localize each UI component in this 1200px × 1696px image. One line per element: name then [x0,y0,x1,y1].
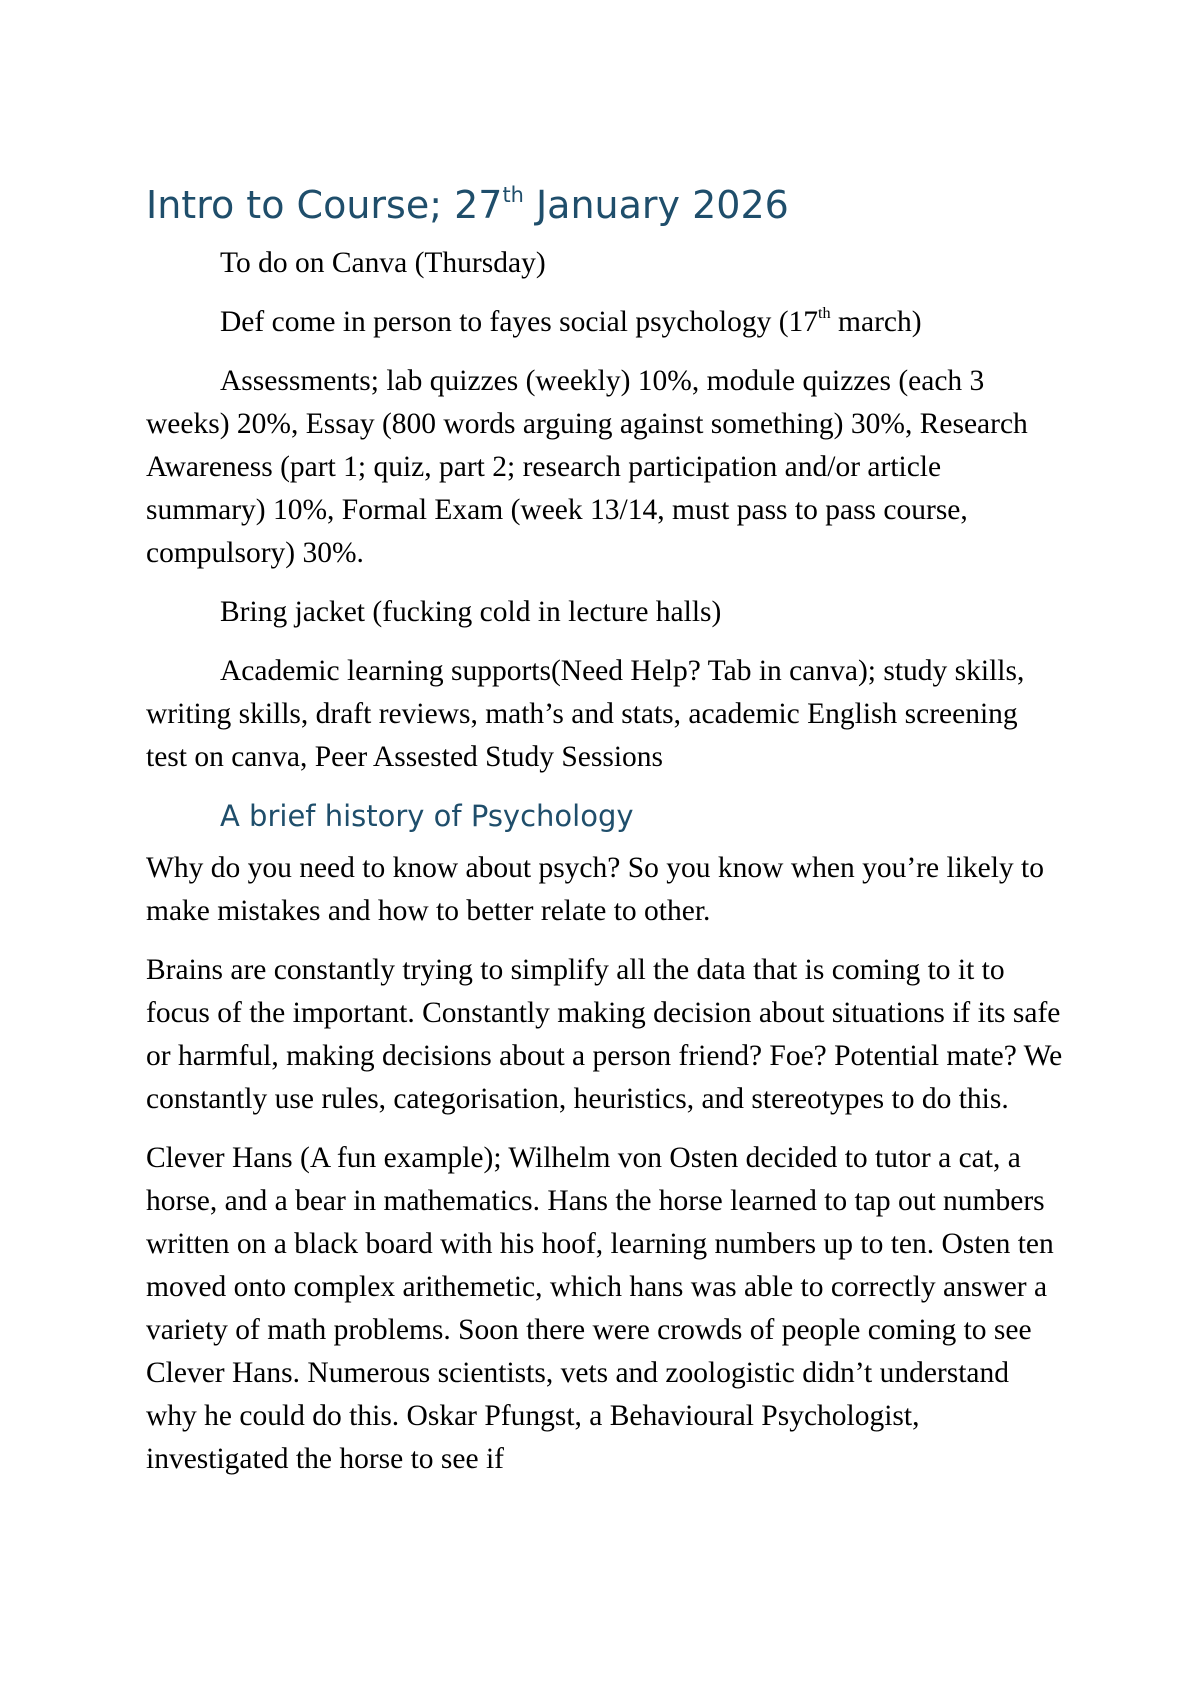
paragraph-social-text-rest: march) [830,306,922,338]
paragraph-jacket: Bring jacket (fucking cold in lecture halls) [220,596,722,628]
paragraph-learning-supports: Academic learning supports(Need Help? Tab in canva); study skills, writing skills, draft reviews, math’s and stats, academic English screening test on canva, Peer Assested Study Sessions [146,655,1025,773]
document-body [146,176,1066,1481]
paragraph-social-text: Def come in person to fayes social psychology (17 [220,306,819,338]
title-superscript: th [502,183,524,208]
paragraph-canva: To do on Canva (Thursday) [220,247,546,279]
paragraph-clever-hans: Clever Hans (A fun example); Wilhelm von Osten decided to tutor a cat, a horse, and a bear in mathematics. Hans the horse learned to tap out numbers written on a black board with his hoof, learning numbers up to ten. Osten ten moved onto complex arithemetic, which hans was able to correctly answer a variety of math problems. Soon there were crowds of people coming to see Clever Hans. Numerous scientists, vets and zoologistic didn’t understand why he could do this. Oskar Pfungst, a Behavioural Psychologist, investigated the horse to see if [146,1142,1054,1475]
paragraph-brains: Brains are constantly trying to simplify all the data that is coming to it to focus of the important. Constantly making decision about situations if its safe or harmful, making decisions about a person friend? Foe? Potential mate? We constantly use rules, categorisation, heuristics, and stereotypes to do this. [146,954,1063,1115]
paragraph-social-superscript: th [818,303,831,322]
paragraph-assessments: Assessments; lab quizzes (weekly) 10%, module quizzes (each 3 weeks) 20%, Essay (800 words arguing against something) 30%, Research Awareness (part 1; quiz, part 2; research participation and/or article summary) 10%, Formal Exam (week 13/14, must pass to pass course, compulsory) 30%. [146,365,1028,569]
page-title [146,176,1066,234]
title-text-rest: January 2026 [523,183,789,227]
paragraph-why-psych: Why do you need to know about psych? So you know when you’re likely to make mistakes and how to better relate to other. [146,852,1044,927]
heading-history: A brief history of Psychology [220,799,634,833]
title-text: Intro to Course; 27 [146,183,503,227]
paragraph-social-psychology [146,301,1066,344]
